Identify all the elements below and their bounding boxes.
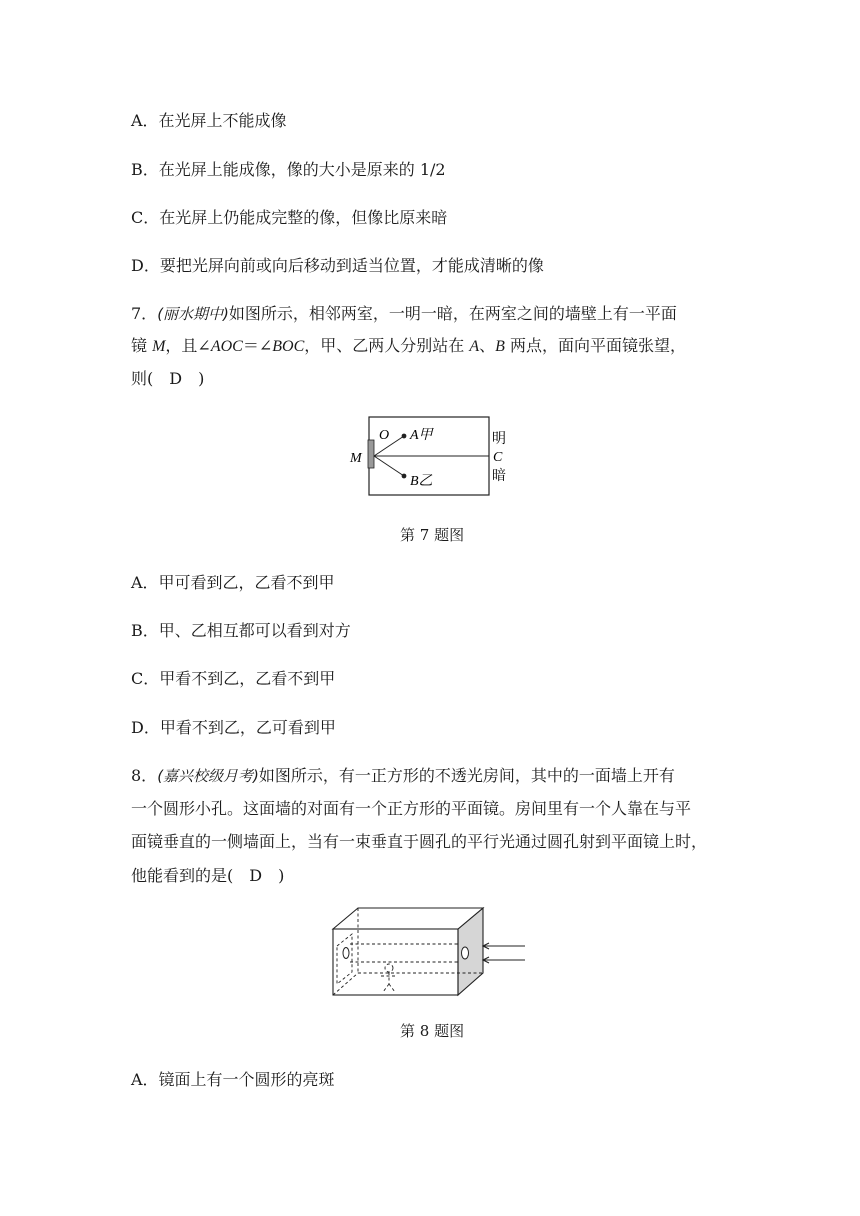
- q7-text: 镜: [131, 336, 153, 355]
- q8-figure: [325, 904, 535, 1004]
- q7-angle-aoc: AOC: [210, 338, 243, 355]
- q8-figure-caption: 第 8 题图: [400, 1022, 465, 1040]
- label-c: C: [493, 450, 503, 465]
- box-top-face: [333, 908, 483, 929]
- q7-text: ，且∠: [165, 336, 211, 355]
- q6-option-a: A．在光屏上不能成像: [131, 111, 287, 130]
- q7-source: (丽水期中): [157, 305, 229, 323]
- label-dark: 暗: [492, 469, 506, 484]
- q6-option-b: B．在光屏上能成像，像的大小是原来的 1/2: [131, 160, 446, 179]
- q7-stem-line-2: [131, 336, 686, 357]
- label-bright: 明: [492, 432, 506, 447]
- q7-option-d: D．甲看不到乙，乙可看到甲: [131, 718, 336, 737]
- point-b: [402, 474, 407, 479]
- q8-source: (嘉兴校级月考): [157, 767, 259, 785]
- q6-option-d: D．要把光屏向前或向后移动到适当位置，才能成清晰的像: [131, 256, 544, 275]
- q7-text: ＝∠: [242, 336, 273, 355]
- q8-stem-line-3: 面镜垂直的一侧墙面上，当有一束垂直于圆孔的平行光通过圆孔射到平面镜上时，: [131, 832, 708, 851]
- q7-stem-line-1: [131, 304, 677, 324]
- q8-stem-text-1: 如图所示，有一正方形的不透光房间，其中的一面墙上开有: [258, 766, 675, 785]
- hole: [462, 947, 469, 959]
- q7-option-c: C．甲看不到乙，乙看不到甲: [131, 669, 336, 688]
- q7-number: 7．: [131, 304, 158, 323]
- q7-stem-text-1: 如图所示，相邻两室，一明一暗，在两室之间的墙壁上有一平面: [228, 304, 677, 323]
- label-o: O: [379, 428, 390, 443]
- q8-answer: D: [249, 866, 263, 885]
- q7-var-m: M: [152, 338, 166, 355]
- point-a: [402, 434, 407, 439]
- q7-figure: [340, 410, 520, 502]
- q8-option-a: A．镜面上有一个圆形的亮斑: [131, 1070, 335, 1089]
- q8-stem-line-1: [131, 766, 675, 786]
- q8-text: 他能看到的是(: [131, 866, 250, 885]
- q8-number: 8．: [131, 766, 158, 785]
- incoming-light: [483, 943, 525, 963]
- label-b-yi: B乙: [410, 474, 433, 489]
- q7-text: 、: [479, 336, 496, 355]
- q6-option-c: C．在光屏上仍能成完整的像，但像比原来暗: [131, 208, 448, 227]
- mirror-m: [368, 440, 374, 468]
- q7-text: ，甲、乙两人分别站在: [304, 336, 470, 355]
- line-ob: [374, 456, 404, 476]
- q8-text: ): [262, 866, 285, 885]
- q8-stem-line-4: [131, 866, 284, 886]
- q7-figure-caption: 第 7 题图: [400, 526, 465, 544]
- q7-var-a: A: [469, 338, 480, 355]
- q7-var-b: B: [495, 338, 505, 355]
- q7-text: ): [182, 369, 205, 388]
- q7-option-b: B．甲、乙相互都可以看到对方: [131, 621, 351, 640]
- q7-answer: D: [169, 369, 183, 388]
- q7-angle-boc: BOC: [272, 338, 305, 355]
- q8-stem-line-2: 一个圆形小孔。这面墙的对面有一个正方形的平面镜。房间里有一个人靠在与平: [131, 799, 692, 818]
- q7-text: 两点，面向平面镜张望，: [504, 336, 687, 355]
- mirror-spot: [343, 948, 349, 959]
- q7-text: 则(: [131, 369, 170, 388]
- q7-option-a: A．甲可看到乙，乙看不到甲: [131, 573, 335, 592]
- q7-stem-line-3: [131, 369, 204, 389]
- label-a-jia: A甲: [410, 428, 433, 443]
- label-m: M: [350, 451, 362, 466]
